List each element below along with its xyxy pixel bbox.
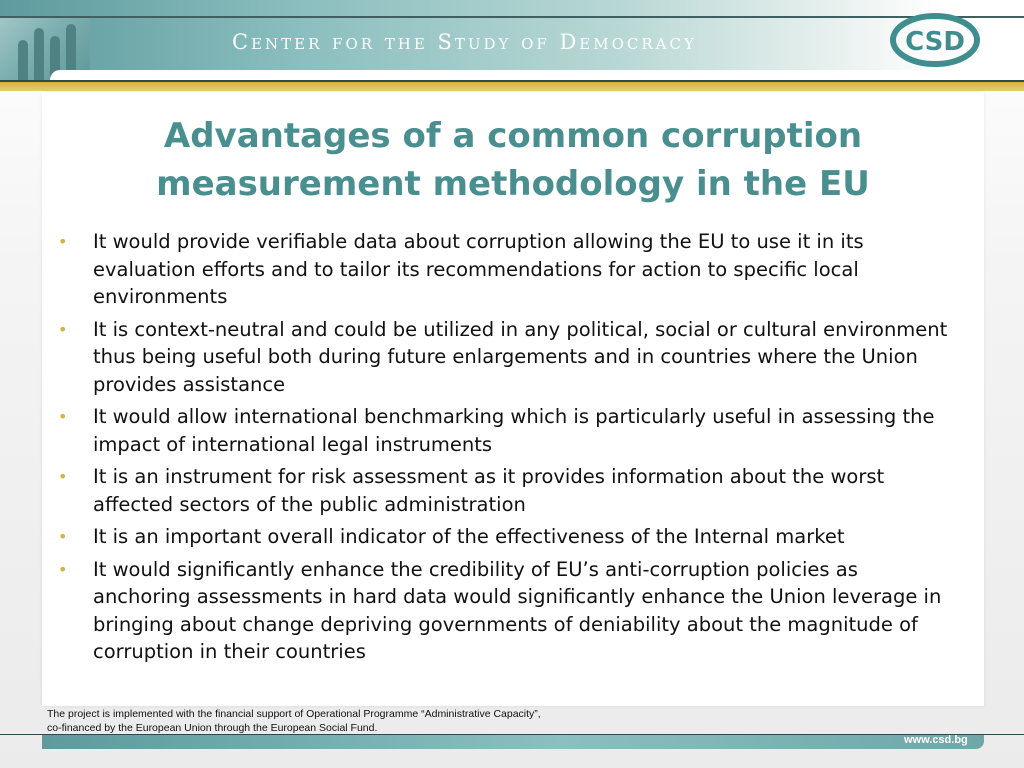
bullet-text: It is an instrument for risk assessment as it provides information about the worst affected sectors of the public administration [93,465,885,516]
slide-title-line-1: Advantages of a common corruption [163,116,863,156]
csd-logo[interactable] [890,12,980,68]
funding-note [47,707,541,735]
bullet-text: It would provide verifiable data about corruption allowing the EU to use it in its evaluation efforts and to tailor its recommendations for action to specific local environments [93,230,864,308]
footer-band [42,735,984,749]
bullet-dot-icon: • [58,527,68,546]
website-link[interactable]: www.csd.bg [904,734,968,746]
bullet-item [56,556,956,666]
bullet-dot-icon: • [58,232,68,251]
bullet-item [56,228,956,311]
banner-top-rule [0,16,1024,18]
bullet-item [56,316,956,399]
bullet-text: It is context-neutral and could be utilized in any political, social or cultural environment thus being useful both during future enlargements and in countries where the Union provides assistance [93,317,948,396]
bullet-text: It would significantly enhance the credibility of EU’s anti-corruption policies as anchoring assessments in hard data would significantly enhance the Union leverage in bringing about change depriving governments of deniability about the magnitude of corruption in their countries [93,557,942,663]
bullet-dot-icon: • [58,407,68,426]
slide-title [42,112,984,208]
bullet-item [56,463,956,518]
gold-rule [0,82,1024,91]
logo-text: CSD [905,27,965,57]
bullet-dot-icon: • [58,559,68,579]
bullet-dot-icon: • [58,319,68,339]
bullet-text: It is an important overall indicator of the effectiveness of the Internal market [93,525,845,548]
bullet-item [56,523,956,551]
bullet-list [56,228,956,671]
organization-name: Center for the Study of Democracy [232,30,697,54]
funding-note-line-2: co-financed by the European Union through the European Social Fund. [47,722,378,734]
bullet-dot-icon: • [58,467,68,486]
slide-title-line-2: measurement methodology in the EU [156,164,870,204]
bullet-text: It would allow international benchmarking which is particularly useful in assessing the impact of international legal instruments [93,405,935,456]
bullet-item [56,403,956,458]
header-banner [0,0,1024,82]
funding-note-line-1: The project is implemented with the financial support of Operational Programme “Administrative Capacity”, [47,708,541,720]
